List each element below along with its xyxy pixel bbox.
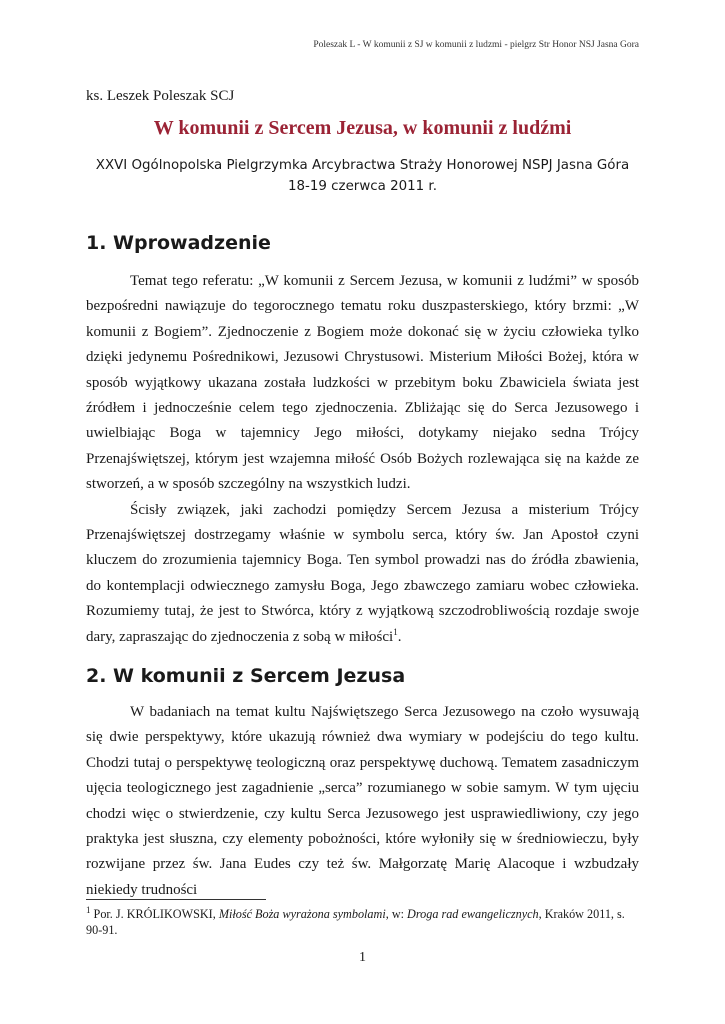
event-date: 18-19 czerwca 2011 r. — [288, 179, 437, 194]
footnote-ref[interactable]: 1 — [393, 626, 398, 637]
subtitle — [0, 155, 725, 197]
page-number: 1 — [359, 950, 366, 965]
running-header: Poleszak L - W komunii z SJ w komunii z ludzmi - pielgrz Str Honor NSJ Jasna Gora — [313, 40, 639, 50]
section-heading-communion: 2. W komunii z Sercem Jezusa — [86, 665, 406, 687]
section-body-introduction — [86, 269, 639, 650]
footnote-suffix: , Kraków 2011, s. 90-91. — [86, 907, 625, 937]
footnote-work-title: Miłość Boża wyrażona symbolami — [218, 907, 386, 921]
paragraph: Ścisły związek, jaki zachodzi pomiędzy Sercem Jezusa a misterium Trójcy Przenajświętszej dostrzegamy właśnie w symbolu serca, który św. Jan Apostoł czyni kluczem do zrozumienia tajemnicy Boga. Ten symbol prowadzi nas do źródła zbawienia, do kontemplacji odwiecznego zamysłu Boga, Jego zbawczego zamiaru wobec człowieka. Rozumiemy tutaj, że jest to Stwórca, który z wyjątkową szczodrobliwością rozdaje swoje dary, zapraszając do zjednoczenia z sobą w miłości$^1$. — [86, 501, 639, 645]
footnote-prefix: Por. J. KRÓLIKOWSKI, — [93, 907, 219, 921]
section-heading-introduction: 1. Wprowadzenie — [86, 232, 271, 254]
paragraph: Temat tego referatu: „W komunii z Sercem Jezusa, w komunii z ludźmi” w sposób bezpośredni nawiązuje do tegorocznego tematu roku duszpasterskiego, który brzmi: „W komunii z Bogiem”. Zjednoczenie z Bogiem może dokonać się w życiu człowieka tylko dzięki jedynemu Pośrednikowi, Jezusowi Chrystusowi. Misterium Miłości Bożej, która w sposób wyjątkowy ukazana została ludzkości w przebitym boku Zbawiciela świata jest źródłem i jednocześnie celem tego zjednoczenia. Zbliżając się do Serca Jezusowego i uwielbiając Boga w tajemnicy Jego miłości, dotykamy niejako sedna Trójcy Przenajświętszej, którym jest wzajemna miłość Osób Bożych rozlewająca się na każde ze stworzeń, a w sposób szczególny na wszystkich ludzi. — [86, 273, 639, 493]
footnote-middle: , w: — [385, 907, 408, 921]
author-name: ks. Leszek Poleszak SCJ — [86, 88, 235, 104]
document-title: W komunii z Sercem Jezusa, w komunii z ludźmi — [153, 117, 572, 139]
section-body-communion — [86, 700, 639, 903]
event-name: XXVI Ogólnopolska Pielgrzymka Arcybractwa Straży Honorowej NSPJ Jasna Góra — [95, 158, 630, 173]
paragraph: W badaniach na temat kultu Najświętszego Serca Jezusowego na czoło wysuwają się dwie perspektywy, które ukazują również dwa wymiary w podejściu do tego kultu. Chodzi tutaj o perspektywę teologiczną oraz perspektywę duchową. Tematem zasadniczym ujęcia teologicznego jest zagadnienie „serca” rozumianego w sobie samym. W tym ujęciu chodzi więc o stwierdzenie, czy kultu Serca Jezusowego jest usprawiedliwiony, czy jego praktyka jest słuszna, czy elementy pobożności, które wyłoniły się w średniowieczu, były rozwijane przez św. Jana Eudes czy też św. Małgorzatę Marię Alacoque i wzbudzały niekiedy trudności — [86, 704, 639, 898]
footnote — [86, 906, 639, 938]
footnote-collection: Droga rad ewangelicznych — [407, 907, 539, 921]
footnote-divider — [86, 899, 266, 900]
paragraph-text: Ścisły związek, jaki zachodzi pomiędzy Sercem Jezusa a misterium Trójcy Przenajświętszej dostrzegamy właśnie w symbolu serca, który św. Jan Apostoł czyni kluczem do zrozumienia tajemnicy Boga. Ten symbol prowadzi nas do źródła zbawienia, do kontemplacji odwiecznego zamysłu Boga, Jego zbawczego zamiaru wobec człowieka. Rozumiemy tutaj, że jest to Stwórca, który z wyjątkową szczodrobliwością rozdaje swoje dary, zapraszając do zjednoczenia z sobą w miłości — [86, 501, 639, 645]
footnote-number: 1 — [86, 904, 91, 915]
